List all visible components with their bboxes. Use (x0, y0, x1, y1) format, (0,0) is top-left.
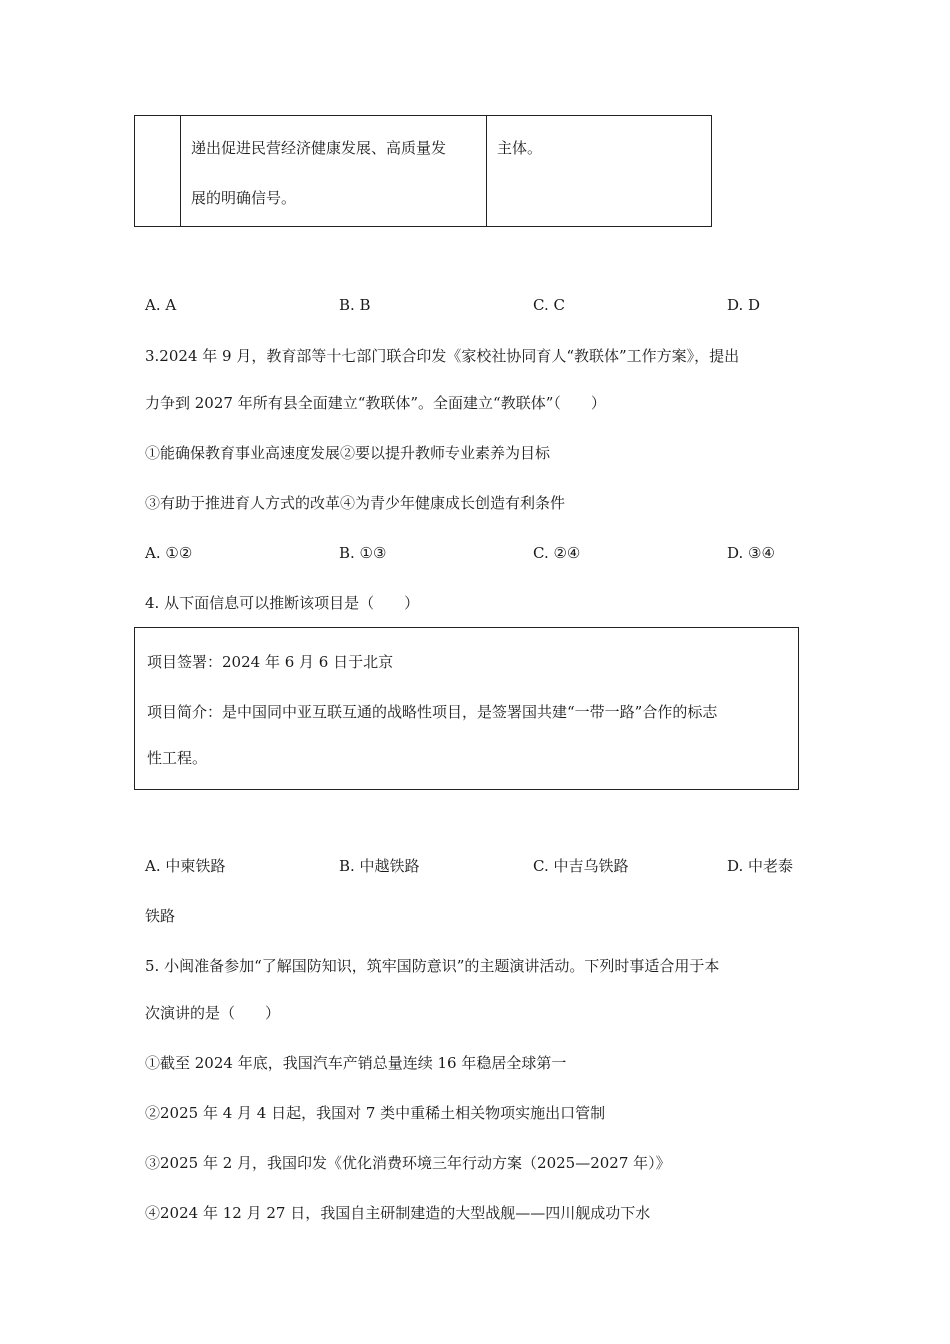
q2-option-c: C. C (533, 296, 565, 314)
q3-option-d: D. ③④ (727, 544, 775, 562)
q4-info-box (134, 627, 799, 790)
q3-stem-line2: 力争到 2027 年所有县全面建立“教联体”。全面建立“教联体”（ ） (145, 394, 606, 412)
q2-option-a: A. A (145, 296, 177, 314)
q5-statement-1: ①截至 2024 年底，我国汽车产销总量连续 16 年稳居全球第一 (145, 1054, 567, 1072)
q3-option-c: C. ②④ (533, 544, 581, 562)
q5-statement-3: ③2025 年 2 月，我国印发《优化消费环境三年行动方案（2025—2027 年）》 (145, 1154, 671, 1172)
q4-stem: 4. 从下面信息可以推断该项目是（ ） (145, 594, 420, 612)
q4-option-a: A. 中柬铁路 (145, 857, 226, 875)
q4-option-d-wrap: 铁路 (145, 907, 176, 925)
q3-option-a: A. ①② (145, 544, 193, 562)
q3-stem-line1: 3.2024 年 9 月，教育部等十七部门联合印发《家校社协同育人“教联体”工作方案》，提出 (145, 347, 740, 365)
q2-option-b: B. B (339, 296, 371, 314)
q3-option-b: B. ①③ (339, 544, 387, 562)
table-col-index (135, 116, 181, 226)
q5-statement-4: ④2024 年 12 月 27 日，我国自主研制建造的大型战舰——四川舰成功下水 (145, 1204, 651, 1222)
q4-box-line2: 项目简介：是中国同中亚互联互通的战略性项目，是签署国共建“一带一路”合作的标志 (147, 703, 718, 721)
table-col-content (181, 116, 487, 226)
table-cell-line: 展的明确信号。 (191, 189, 297, 207)
q3-statements-3-4: ③有助于推进育人方式的改革④为青少年健康成长创造有利条件 (145, 494, 566, 512)
q5-stem-line1: 5. 小闽准备参加“了解国防知识，筑牢国防意识”的主题演讲活动。下列时事适合用于本 (145, 957, 720, 975)
q2-option-d: D. D (727, 296, 761, 314)
q3-statements-1-2: ①能确保教育事业高速度发展②要以提升教师专业素养为目标 (145, 444, 551, 462)
table-cell-line: 递出促进民营经济健康发展、高质量发 (191, 139, 447, 157)
q4-option-b: B. 中越铁路 (339, 857, 420, 875)
q4-option-d: D. 中老泰 (727, 857, 794, 875)
table-cell-line: 主体。 (497, 139, 543, 157)
table-col-analysis (487, 116, 711, 226)
q4-option-c: C. 中吉乌铁路 (533, 857, 629, 875)
q5-statement-2: ②2025 年 4 月 4 日起，我国对 7 类中重稀土相关物项实施出口管制 (145, 1104, 606, 1122)
q4-box-line1: 项目签署：2024 年 6 月 6 日于北京 (147, 653, 394, 671)
table-fragment (134, 115, 712, 227)
q4-box-line3: 性工程。 (147, 749, 208, 767)
q5-stem-line2: 次演讲的是（ ） (145, 1004, 281, 1022)
